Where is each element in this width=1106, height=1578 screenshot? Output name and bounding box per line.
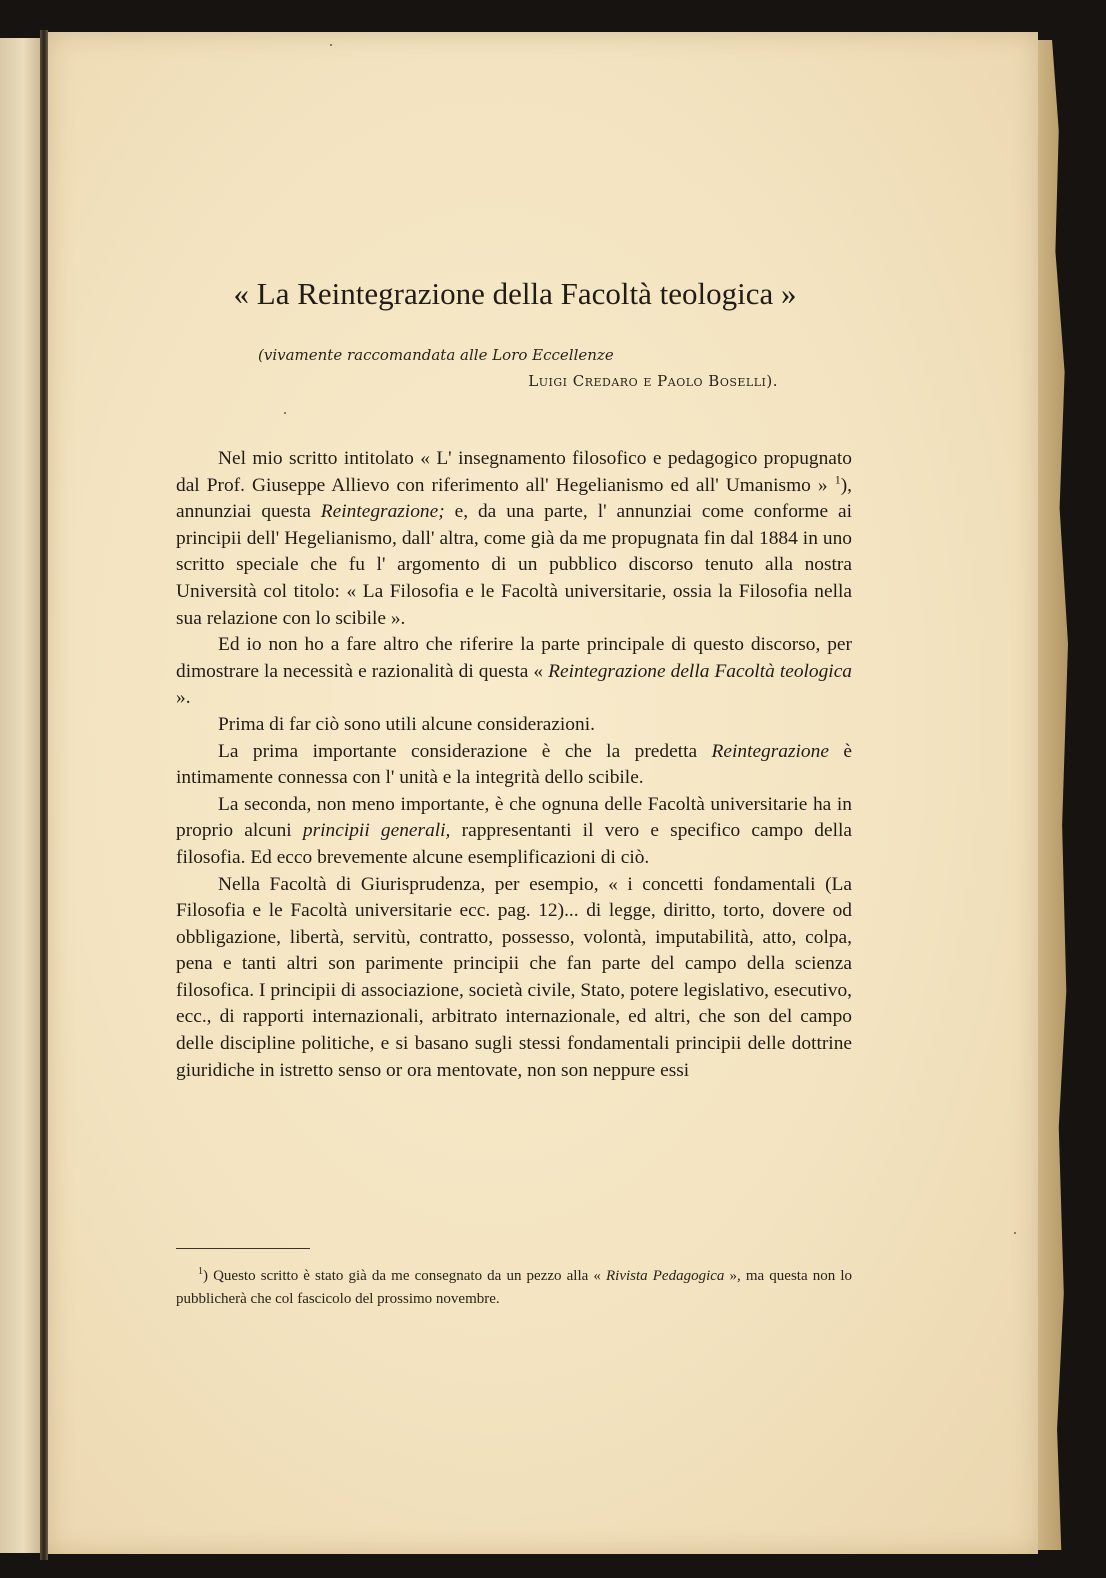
dedication [258, 342, 778, 394]
body-paragraph [176, 446, 852, 632]
text-run: La prima importante considerazione è che la predetta [218, 740, 712, 762]
body-paragraph [176, 792, 852, 872]
book-gutter [40, 30, 48, 1560]
footnote-reference[interactable]: 1 [834, 472, 841, 487]
text-run: è intimamente connessa con l' unità e la integrità dello scibile. [176, 740, 852, 789]
previous-page-edge [0, 38, 40, 1553]
article-body [176, 446, 852, 1084]
text-run: Ed io non ho a fare altro che riferire la parte principale di questo discorso, per dimostrare la necessità e razionalità di questa « [176, 634, 852, 682]
text-run: principii generali, [302, 820, 451, 842]
text-run: La seconda, non meno importante, è che ognuna delle Facoltà universitarie ha in proprio alcuni [176, 793, 852, 842]
text-run: Reintegrazione della Facoltà teologica [548, 660, 852, 682]
text-run: Reintegrazione; [320, 501, 445, 523]
body-paragraph [176, 632, 852, 712]
body-paragraph [176, 739, 852, 792]
text-run: », ma questa non lo pubblicherà che col fascicolo del prossimo novembre. [176, 1268, 852, 1307]
text-run: rappresentanti il vero e specifico campo della filosofia. Ed ecco brevemente alcune esemplificazioni di ciò. [176, 820, 852, 868]
text-run: Prima di far ciò sono utili alcune considerazioni. [218, 713, 595, 735]
text-run: ) Questo scritto è stato già da me consegnato da un pezzo alla « [203, 1268, 606, 1284]
dedication-line-1: (vivamente raccomandata alle Loro Eccellenze [258, 346, 614, 364]
body-paragraph [176, 712, 852, 739]
text-run: ), annunziai questa [176, 474, 852, 523]
article-title: « La Reintegrazione della Facoltà teologica » [233, 276, 797, 311]
text-run: Nella Facoltà di Giurisprudenza, per esempio, « i concetti fondamentali (La Filosofia e le Facoltà universitarie ecc. pag. 12)... di legge, diritto, torto, dovere od obbligazione, libertà, servitù, contratto, possesso, volontà, imputabilità, atto, colpa, pena e tanti altri son parimente principii che fan parte del campo della scienza filosofica. I principii di associazione, società civile, Stato, potere legislativo, esecutivo, ecc., di rapporti internazionali, arbitrato internazionale, ed altri, che son del campo delle discipline politiche, e si basano sugli stessi fondamentali principii delle dottrine giuridiche in istretto senso or ora mentovate, non son neppure essi [176, 873, 852, 1081]
paper-speck [1014, 1232, 1016, 1234]
paper-speck [284, 412, 286, 414]
text-run: Rivista Pedagogica [605, 1268, 725, 1284]
footnote-separator [176, 1248, 310, 1249]
footnote [176, 1265, 852, 1311]
footnote-marker: 1 [198, 1266, 203, 1277]
text-run: Reintegrazione [711, 740, 829, 762]
paper-speck [330, 44, 332, 46]
body-paragraph [176, 872, 852, 1085]
text-run: e, da una parte, l' annunziai come conforme ai principii dell' Hegelianismo, dall' altra, come già da me propugnata fin dal 1884 in uno scritto speciale che fu l' argomento di un pubblico discorso tenuto alla nostra Università col titolo: « La Filosofia e le Facoltà universitarie, ossia la Filosofia nella sua relazione con lo scibile ». [176, 501, 852, 629]
text-run: Nel mio scritto intitolato « L' insegnamento filosofico e pedagogico propugnato dal Prof. Giuseppe Allievo con riferimento all' Hegelianismo ed all' Umanismo » [176, 448, 852, 496]
dedication-line-2: Luigi Credaro e Paolo Boselli). [528, 372, 778, 390]
text-run: ». [176, 687, 191, 709]
